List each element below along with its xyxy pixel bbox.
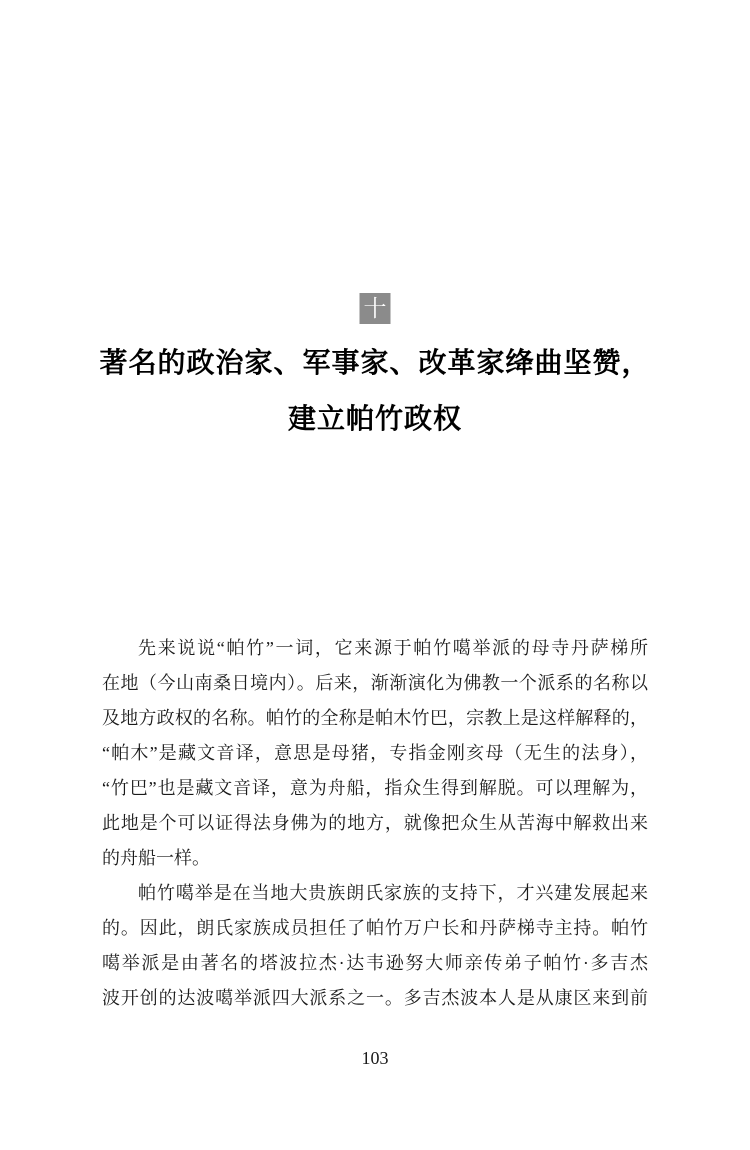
chapter-number: 十 xyxy=(363,296,387,321)
body-line: 帕竹噶举是在当地大贵族朗氏家族的支持下，才兴建发展起来 xyxy=(138,883,648,903)
page-number: 103 xyxy=(361,1048,389,1068)
chapter-title-line-2: 建立帕竹政权 xyxy=(287,404,462,435)
body-line: “帕木”是藏文音译，意思是母猪，专指金刚亥母（无生的法身）， xyxy=(102,743,648,763)
chapter-number-box xyxy=(360,293,391,324)
body-line: 在地（今山南桑日境内）。后来，渐渐演化为佛教一个派系的名称以 xyxy=(102,673,648,693)
chapter-title xyxy=(0,336,750,448)
body-line: 的舟船一样。 xyxy=(102,848,210,868)
body-line: 此地是个可以证得法身佛为的地方，就像把众生从苦海中解救出来 xyxy=(102,813,648,833)
body-line: “竹巴”也是藏文音译，意为舟船，指众生得到解脱。可以理解为， xyxy=(102,778,648,798)
chapter-title-line-1: 著名的政治家、军事家、改革家绛曲坚赞， xyxy=(99,348,651,379)
body-text xyxy=(102,631,648,1016)
body-line: 的。因此，朗氏家族成员担任了帕竹万户长和丹萨梯寺主持。帕竹 xyxy=(102,918,648,938)
body-line: 先来说说“帕竹”一词，它来源于帕竹噶举派的母寺丹萨梯所 xyxy=(138,638,648,658)
body-line: 波开创的达波噶举派四大派系之一。多吉杰波本人是从康区来到前 xyxy=(102,988,648,1008)
body-line: 及地方政权的名称。帕竹的全称是帕木竹巴，宗教上是这样解释的， xyxy=(102,708,648,728)
body-line: 噶举派是由著名的塔波拉杰·达韦逊努大师亲传弟子帕竹·多吉杰 xyxy=(102,953,648,973)
